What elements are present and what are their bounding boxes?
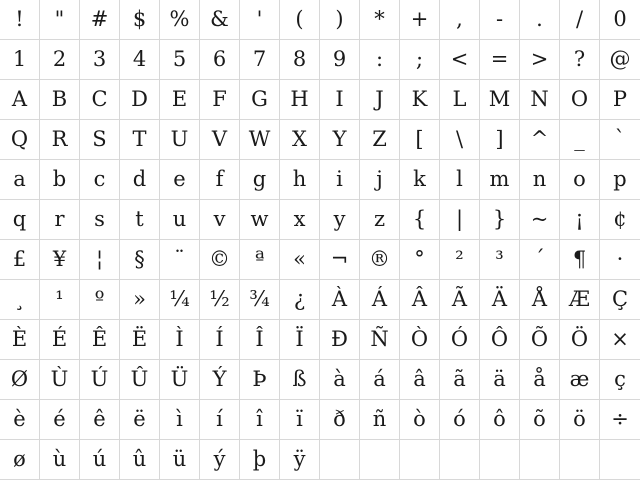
glyph-cell[interactable]: Ô	[480, 320, 520, 360]
glyph-cell[interactable]: â	[400, 360, 440, 400]
glyph-cell[interactable]: ó	[440, 400, 480, 440]
glyph-cell[interactable]: ë	[120, 400, 160, 440]
glyph-cell[interactable]: Ý	[200, 360, 240, 400]
glyph-cell[interactable]: q	[0, 200, 40, 240]
glyph-cell[interactable]: í	[200, 400, 240, 440]
glyph-cell[interactable]: 2	[40, 40, 80, 80]
glyph-cell[interactable]: &	[200, 0, 240, 40]
glyph-cell[interactable]: K	[400, 80, 440, 120]
glyph-cell[interactable]: Q	[0, 120, 40, 160]
glyph-cell[interactable]: ¬	[320, 240, 360, 280]
glyph-cell[interactable]: Æ	[560, 280, 600, 320]
glyph-cell[interactable]: )	[320, 0, 360, 40]
glyph-cell[interactable]: Ú	[80, 360, 120, 400]
glyph-cell[interactable]: 7	[240, 40, 280, 80]
glyph-cell[interactable]: i	[320, 160, 360, 200]
glyph-cell[interactable]: u	[160, 200, 200, 240]
glyph-cell[interactable]: «	[280, 240, 320, 280]
glyph-cell[interactable]: >	[520, 40, 560, 80]
glyph-cell[interactable]: e	[160, 160, 200, 200]
glyph-cell[interactable]: 8	[280, 40, 320, 80]
glyph-cell[interactable]: ×	[600, 320, 640, 360]
glyph-cell[interactable]: ß	[280, 360, 320, 400]
glyph-cell[interactable]: Z	[360, 120, 400, 160]
glyph-cell[interactable]: Ï	[280, 320, 320, 360]
glyph-cell[interactable]: ¹	[40, 280, 80, 320]
glyph-cell[interactable]: O	[560, 80, 600, 120]
glyph-cell[interactable]: d	[120, 160, 160, 200]
glyph-cell-empty[interactable]	[560, 440, 600, 480]
glyph-cell[interactable]: /	[560, 0, 600, 40]
glyph-cell[interactable]: E	[160, 80, 200, 120]
glyph-cell[interactable]: B	[40, 80, 80, 120]
glyph-cell[interactable]: Ö	[560, 320, 600, 360]
glyph-cell[interactable]: Ë	[120, 320, 160, 360]
glyph-cell-empty[interactable]	[400, 440, 440, 480]
glyph-cell[interactable]: ¥	[40, 240, 80, 280]
glyph-cell[interactable]: ~	[520, 200, 560, 240]
glyph-cell[interactable]: æ	[560, 360, 600, 400]
glyph-cell[interactable]: À	[320, 280, 360, 320]
glyph-cell[interactable]: a	[0, 160, 40, 200]
glyph-cell[interactable]: ñ	[360, 400, 400, 440]
glyph-cell[interactable]: ä	[480, 360, 520, 400]
glyph-cell[interactable]: 1	[0, 40, 40, 80]
glyph-cell[interactable]: ý	[200, 440, 240, 480]
glyph-cell[interactable]: ²	[440, 240, 480, 280]
glyph-cell[interactable]: ¢	[600, 200, 640, 240]
glyph-cell[interactable]: ì	[160, 400, 200, 440]
glyph-cell[interactable]: P	[600, 80, 640, 120]
glyph-cell[interactable]: º	[80, 280, 120, 320]
glyph-cell[interactable]: ù	[40, 440, 80, 480]
glyph-cell[interactable]: %	[160, 0, 200, 40]
glyph-cell[interactable]: ®	[360, 240, 400, 280]
glyph-cell[interactable]: L	[440, 80, 480, 120]
glyph-cell[interactable]: È	[0, 320, 40, 360]
glyph-cell[interactable]: I	[320, 80, 360, 120]
glyph-cell[interactable]: 4	[120, 40, 160, 80]
glyph-cell-empty[interactable]	[440, 440, 480, 480]
glyph-cell[interactable]: 0	[600, 0, 640, 40]
glyph-cell[interactable]: Û	[120, 360, 160, 400]
glyph-cell[interactable]: c	[80, 160, 120, 200]
glyph-cell[interactable]: A	[0, 80, 40, 120]
glyph-cell[interactable]: »	[120, 280, 160, 320]
glyph-cell[interactable]: W	[240, 120, 280, 160]
glyph-cell[interactable]: ·	[600, 240, 640, 280]
glyph-cell[interactable]: g	[240, 160, 280, 200]
glyph-cell[interactable]: s	[80, 200, 120, 240]
glyph-cell[interactable]: §	[120, 240, 160, 280]
glyph-cell[interactable]: [	[400, 120, 440, 160]
glyph-cell[interactable]: à	[320, 360, 360, 400]
glyph-cell[interactable]: Þ	[240, 360, 280, 400]
glyph-cell[interactable]: ?	[560, 40, 600, 80]
glyph-cell[interactable]: î	[240, 400, 280, 440]
glyph-cell[interactable]: N	[520, 80, 560, 120]
glyph-cell[interactable]: Ð	[320, 320, 360, 360]
glyph-cell[interactable]: ¨	[160, 240, 200, 280]
glyph-cell[interactable]: Ê	[80, 320, 120, 360]
glyph-cell[interactable]: ¿	[280, 280, 320, 320]
glyph-cell[interactable]: m	[480, 160, 520, 200]
glyph-cell[interactable]: }	[480, 200, 520, 240]
glyph-cell[interactable]: ö	[560, 400, 600, 440]
glyph-cell[interactable]: n	[520, 160, 560, 200]
glyph-cell[interactable]: k	[400, 160, 440, 200]
glyph-cell[interactable]: ¶	[560, 240, 600, 280]
glyph-cell-empty[interactable]	[600, 440, 640, 480]
glyph-cell[interactable]: j	[360, 160, 400, 200]
glyph-cell[interactable]: -	[480, 0, 520, 40]
glyph-cell[interactable]: þ	[240, 440, 280, 480]
glyph-cell[interactable]: Î	[240, 320, 280, 360]
glyph-cell[interactable]: ê	[80, 400, 120, 440]
glyph-cell[interactable]: Ç	[600, 280, 640, 320]
glyph-cell[interactable]: R	[40, 120, 80, 160]
glyph-cell[interactable]: û	[120, 440, 160, 480]
glyph-cell[interactable]: V	[200, 120, 240, 160]
glyph-cell[interactable]: w	[240, 200, 280, 240]
glyph-cell[interactable]: Á	[360, 280, 400, 320]
glyph-cell[interactable]: f	[200, 160, 240, 200]
glyph-cell[interactable]: Å	[520, 280, 560, 320]
glyph-cell[interactable]: =	[480, 40, 520, 80]
glyph-cell[interactable]: °	[400, 240, 440, 280]
glyph-cell[interactable]: ©	[200, 240, 240, 280]
glyph-cell[interactable]: ]	[480, 120, 520, 160]
glyph-cell[interactable]: .	[520, 0, 560, 40]
glyph-cell[interactable]: _	[560, 120, 600, 160]
glyph-cell[interactable]: ð	[320, 400, 360, 440]
glyph-cell[interactable]: 9	[320, 40, 360, 80]
glyph-cell[interactable]: t	[120, 200, 160, 240]
glyph-cell[interactable]: å	[520, 360, 560, 400]
glyph-cell[interactable]: ¸	[0, 280, 40, 320]
glyph-cell[interactable]: <	[440, 40, 480, 80]
glyph-cell[interactable]: v	[200, 200, 240, 240]
glyph-cell[interactable]: F	[200, 80, 240, 120]
glyph-cell[interactable]: T	[120, 120, 160, 160]
glyph-cell[interactable]: ò	[400, 400, 440, 440]
glyph-cell[interactable]: p	[600, 160, 640, 200]
glyph-cell[interactable]: C	[80, 80, 120, 120]
glyph-cell[interactable]: !	[0, 0, 40, 40]
glyph-cell[interactable]: ¦	[80, 240, 120, 280]
glyph-cell[interactable]: ç	[600, 360, 640, 400]
glyph-cell[interactable]: H	[280, 80, 320, 120]
glyph-cell[interactable]: 3	[80, 40, 120, 80]
glyph-cell[interactable]: o	[560, 160, 600, 200]
glyph-cell[interactable]: Y	[320, 120, 360, 160]
glyph-cell-empty[interactable]	[520, 440, 560, 480]
glyph-cell[interactable]: 5	[160, 40, 200, 80]
glyph-cell[interactable]: U	[160, 120, 200, 160]
glyph-cell[interactable]: õ	[520, 400, 560, 440]
glyph-cell[interactable]: b	[40, 160, 80, 200]
glyph-cell[interactable]: (	[280, 0, 320, 40]
glyph-cell[interactable]: ;	[400, 40, 440, 80]
glyph-cell[interactable]: \	[440, 120, 480, 160]
glyph-cell[interactable]: Ü	[160, 360, 200, 400]
glyph-cell[interactable]: z	[360, 200, 400, 240]
glyph-cell[interactable]: ¾	[240, 280, 280, 320]
glyph-cell[interactable]: *	[360, 0, 400, 40]
glyph-cell[interactable]: Õ	[520, 320, 560, 360]
glyph-cell[interactable]: £	[0, 240, 40, 280]
glyph-cell[interactable]: ^	[520, 120, 560, 160]
glyph-cell[interactable]: X	[280, 120, 320, 160]
glyph-cell[interactable]: ï	[280, 400, 320, 440]
glyph-cell[interactable]: ÷	[600, 400, 640, 440]
glyph-cell[interactable]: x	[280, 200, 320, 240]
glyph-cell[interactable]: ¡	[560, 200, 600, 240]
glyph-cell[interactable]: Ñ	[360, 320, 400, 360]
glyph-cell[interactable]: '	[240, 0, 280, 40]
glyph-cell[interactable]: D	[120, 80, 160, 120]
glyph-cell[interactable]: :	[360, 40, 400, 80]
glyph-cell[interactable]: h	[280, 160, 320, 200]
glyph-cell[interactable]: É	[40, 320, 80, 360]
glyph-cell[interactable]: #	[80, 0, 120, 40]
glyph-cell[interactable]: M	[480, 80, 520, 120]
glyph-cell[interactable]: ø	[0, 440, 40, 480]
glyph-cell[interactable]: ú	[80, 440, 120, 480]
glyph-cell-empty[interactable]	[320, 440, 360, 480]
glyph-cell[interactable]: ´	[520, 240, 560, 280]
glyph-cell[interactable]: é	[40, 400, 80, 440]
glyph-cell[interactable]: Ä	[480, 280, 520, 320]
glyph-cell[interactable]: y	[320, 200, 360, 240]
glyph-cell[interactable]: ô	[480, 400, 520, 440]
glyph-cell[interactable]: Ó	[440, 320, 480, 360]
glyph-cell[interactable]: @	[600, 40, 640, 80]
glyph-cell[interactable]: 6	[200, 40, 240, 80]
glyph-cell[interactable]: S	[80, 120, 120, 160]
glyph-cell-empty[interactable]	[360, 440, 400, 480]
glyph-cell-empty[interactable]	[480, 440, 520, 480]
glyph-cell[interactable]: ü	[160, 440, 200, 480]
glyph-cell[interactable]: ã	[440, 360, 480, 400]
glyph-cell[interactable]: Ò	[400, 320, 440, 360]
glyph-cell[interactable]: `	[600, 120, 640, 160]
glyph-cell[interactable]: ÿ	[280, 440, 320, 480]
glyph-cell[interactable]: ³	[480, 240, 520, 280]
glyph-cell[interactable]: {	[400, 200, 440, 240]
glyph-cell[interactable]: $	[120, 0, 160, 40]
glyph-cell[interactable]: è	[0, 400, 40, 440]
glyph-cell[interactable]: Ã	[440, 280, 480, 320]
glyph-cell[interactable]: r	[40, 200, 80, 240]
glyph-cell[interactable]: ½	[200, 280, 240, 320]
glyph-cell[interactable]: "	[40, 0, 80, 40]
glyph-cell[interactable]: J	[360, 80, 400, 120]
glyph-cell[interactable]: ¼	[160, 280, 200, 320]
glyph-cell[interactable]: Ì	[160, 320, 200, 360]
glyph-cell[interactable]: Ù	[40, 360, 80, 400]
glyph-cell[interactable]: G	[240, 80, 280, 120]
glyph-cell[interactable]: +	[400, 0, 440, 40]
glyph-cell[interactable]: l	[440, 160, 480, 200]
glyph-cell[interactable]: á	[360, 360, 400, 400]
glyph-cell[interactable]: ,	[440, 0, 480, 40]
glyph-cell[interactable]: Í	[200, 320, 240, 360]
glyph-cell[interactable]: Ø	[0, 360, 40, 400]
glyph-cell[interactable]: Â	[400, 280, 440, 320]
glyph-cell[interactable]: |	[440, 200, 480, 240]
glyph-cell[interactable]: ª	[240, 240, 280, 280]
